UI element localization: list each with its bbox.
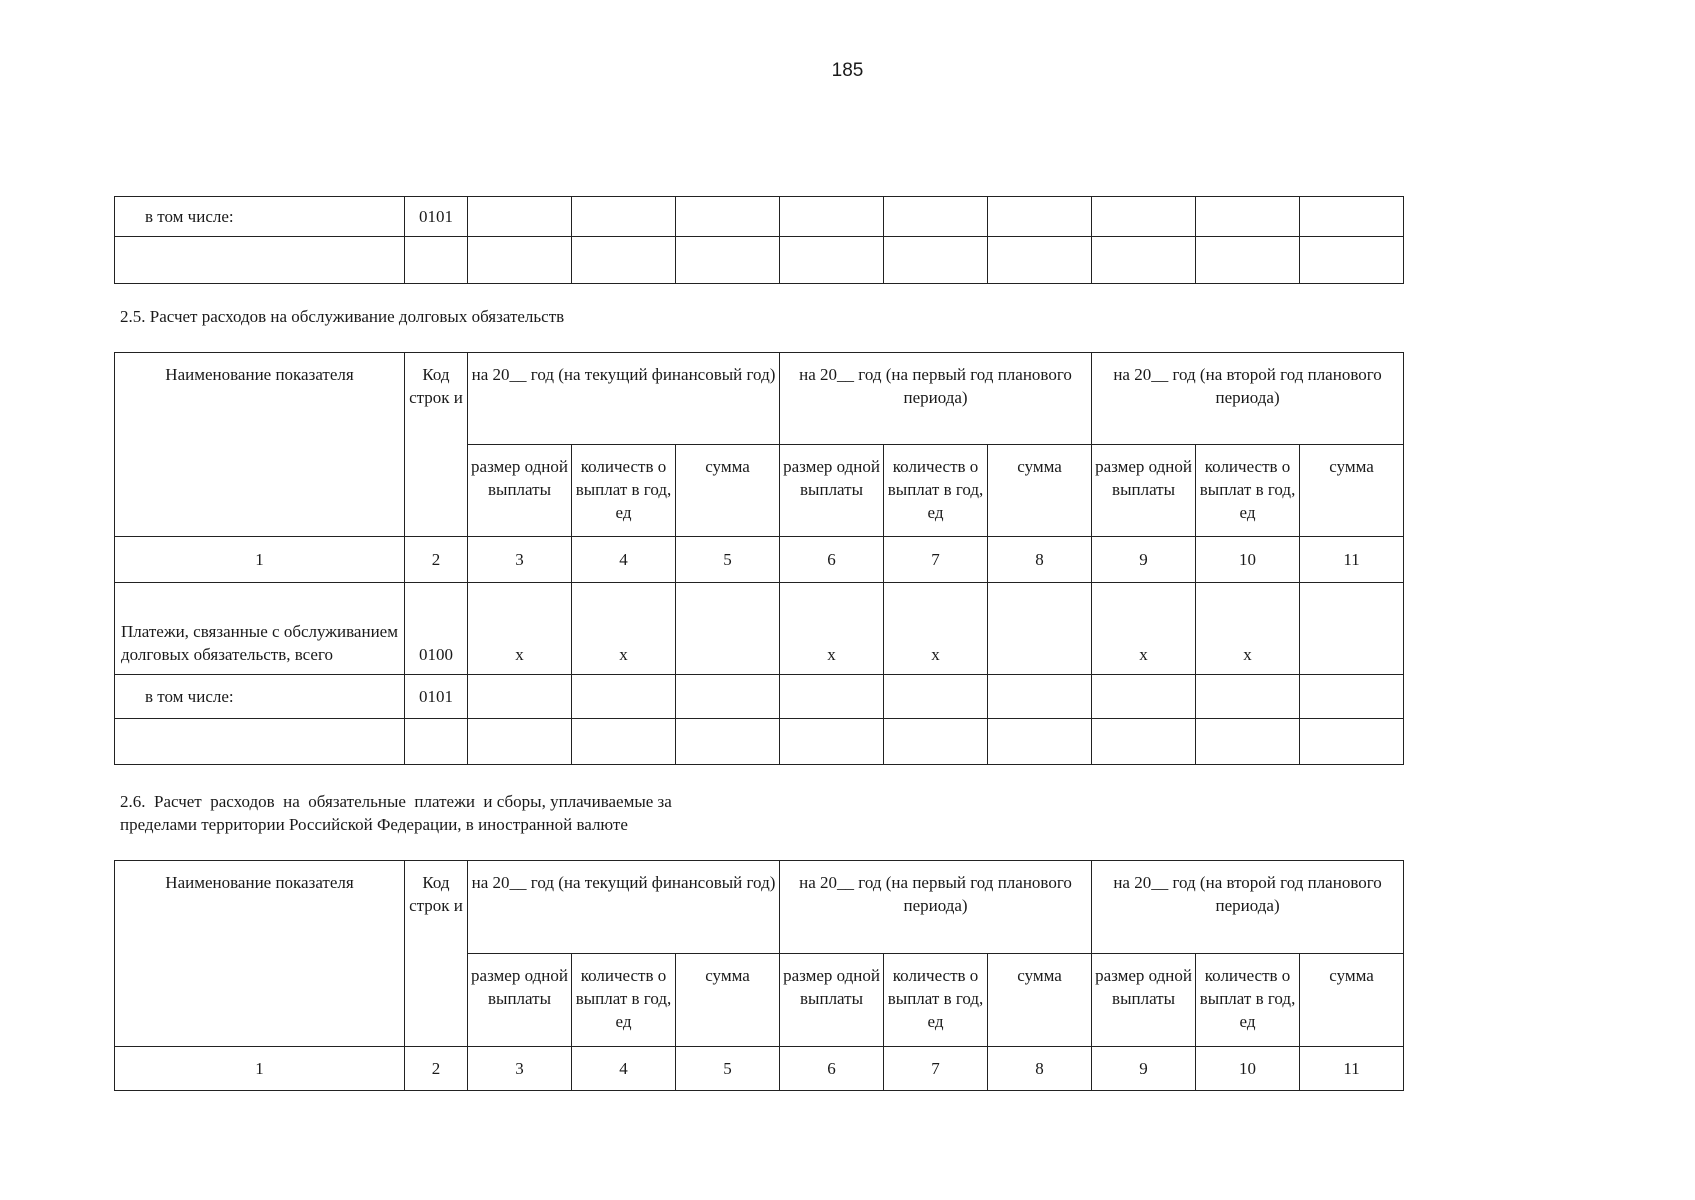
header-sum: сумма	[1300, 445, 1404, 537]
section-26-title-line2: пределами территории Российской Федерации, в иностранной валюте	[120, 815, 628, 834]
header-count: количеств о выплат в год, ед	[884, 445, 988, 537]
header-count: количеств о выплат в год, ед	[572, 445, 676, 537]
column-number: 10	[1196, 1047, 1300, 1091]
header-size: размер одной выплаты	[1092, 445, 1196, 537]
section-26-title-line1: 2.6. Расчет расходов на обязательные платежи и сборы, уплачиваемые за	[120, 792, 672, 811]
total-row-code: 0100	[405, 583, 468, 675]
header-name: Наименование показателя	[115, 353, 405, 537]
column-number: 7	[884, 1047, 988, 1091]
header-size: размер одной выплаты	[780, 445, 884, 537]
column-number: 7	[884, 537, 988, 583]
header-count: количеств о выплат в год, ед	[572, 954, 676, 1047]
x-mark: x	[572, 583, 676, 675]
header-code: Код строк и	[405, 861, 468, 1047]
x-mark: x	[468, 583, 572, 675]
header-year-second: на 20__ год (на второй год планового периода)	[1092, 861, 1404, 954]
column-number: 8	[988, 1047, 1092, 1091]
header-year-first: на 20__ год (на первый год планового периода)	[780, 353, 1092, 445]
row-code: 0101	[405, 197, 468, 237]
header-year-second: на 20__ год (на второй год планового периода)	[1092, 353, 1404, 445]
header-sum: сумма	[988, 445, 1092, 537]
total-row-label: Платежи, связанные с обслуживанием долговых обязательств, всего	[115, 583, 405, 675]
column-number: 3	[468, 537, 572, 583]
column-number: 11	[1300, 1047, 1404, 1091]
header-size: размер одной выплаты	[468, 954, 572, 1047]
column-number: 2	[405, 1047, 468, 1091]
header-sum: сумма	[676, 445, 780, 537]
column-number: 1	[115, 537, 405, 583]
header-sum: сумма	[1300, 954, 1404, 1047]
column-number: 10	[1196, 537, 1300, 583]
header-year-current: на 20__ год (на текущий финансовый год)	[468, 861, 780, 954]
header-size: размер одной выплаты	[468, 445, 572, 537]
header-count: количеств о выплат в год, ед	[1196, 954, 1300, 1047]
header-count: количеств о выплат в год, ед	[1196, 445, 1300, 537]
column-number: 8	[988, 537, 1092, 583]
column-number: 11	[1300, 537, 1404, 583]
column-number: 9	[1092, 537, 1196, 583]
header-code: Код строк и	[405, 353, 468, 537]
column-number: 9	[1092, 1047, 1196, 1091]
column-number: 5	[676, 1047, 780, 1091]
incl-row-code: 0101	[405, 675, 468, 719]
section-26-table	[114, 860, 1404, 1091]
section-25-title: 2.5. Расчет расходов на обслуживание долговых обязательств	[120, 307, 565, 326]
section-25-table	[114, 352, 1404, 765]
x-mark: x	[1196, 583, 1300, 675]
incl-row-label: в том числе:	[115, 675, 405, 719]
header-name: Наименование показателя	[115, 861, 405, 1047]
column-number: 6	[780, 1047, 884, 1091]
x-mark: x	[780, 583, 884, 675]
header-year-first: на 20__ год (на первый год планового периода)	[780, 861, 1092, 954]
column-number: 2	[405, 537, 468, 583]
column-number: 6	[780, 537, 884, 583]
column-number: 5	[676, 537, 780, 583]
top-table	[114, 196, 1404, 284]
column-number: 4	[572, 1047, 676, 1091]
column-number: 3	[468, 1047, 572, 1091]
section-26-title	[120, 790, 672, 836]
x-mark: x	[1092, 583, 1196, 675]
row-label: в том числе:	[115, 197, 405, 237]
header-count: количеств о выплат в год, ед	[884, 954, 988, 1047]
column-number: 1	[115, 1047, 405, 1091]
header-sum: сумма	[988, 954, 1092, 1047]
column-number: 4	[572, 537, 676, 583]
header-size: размер одной выплаты	[1092, 954, 1196, 1047]
page-number: 185	[831, 60, 864, 81]
header-sum: сумма	[676, 954, 780, 1047]
header-size: размер одной выплаты	[780, 954, 884, 1047]
x-mark: x	[884, 583, 988, 675]
header-year-current: на 20__ год (на текущий финансовый год)	[468, 353, 780, 445]
